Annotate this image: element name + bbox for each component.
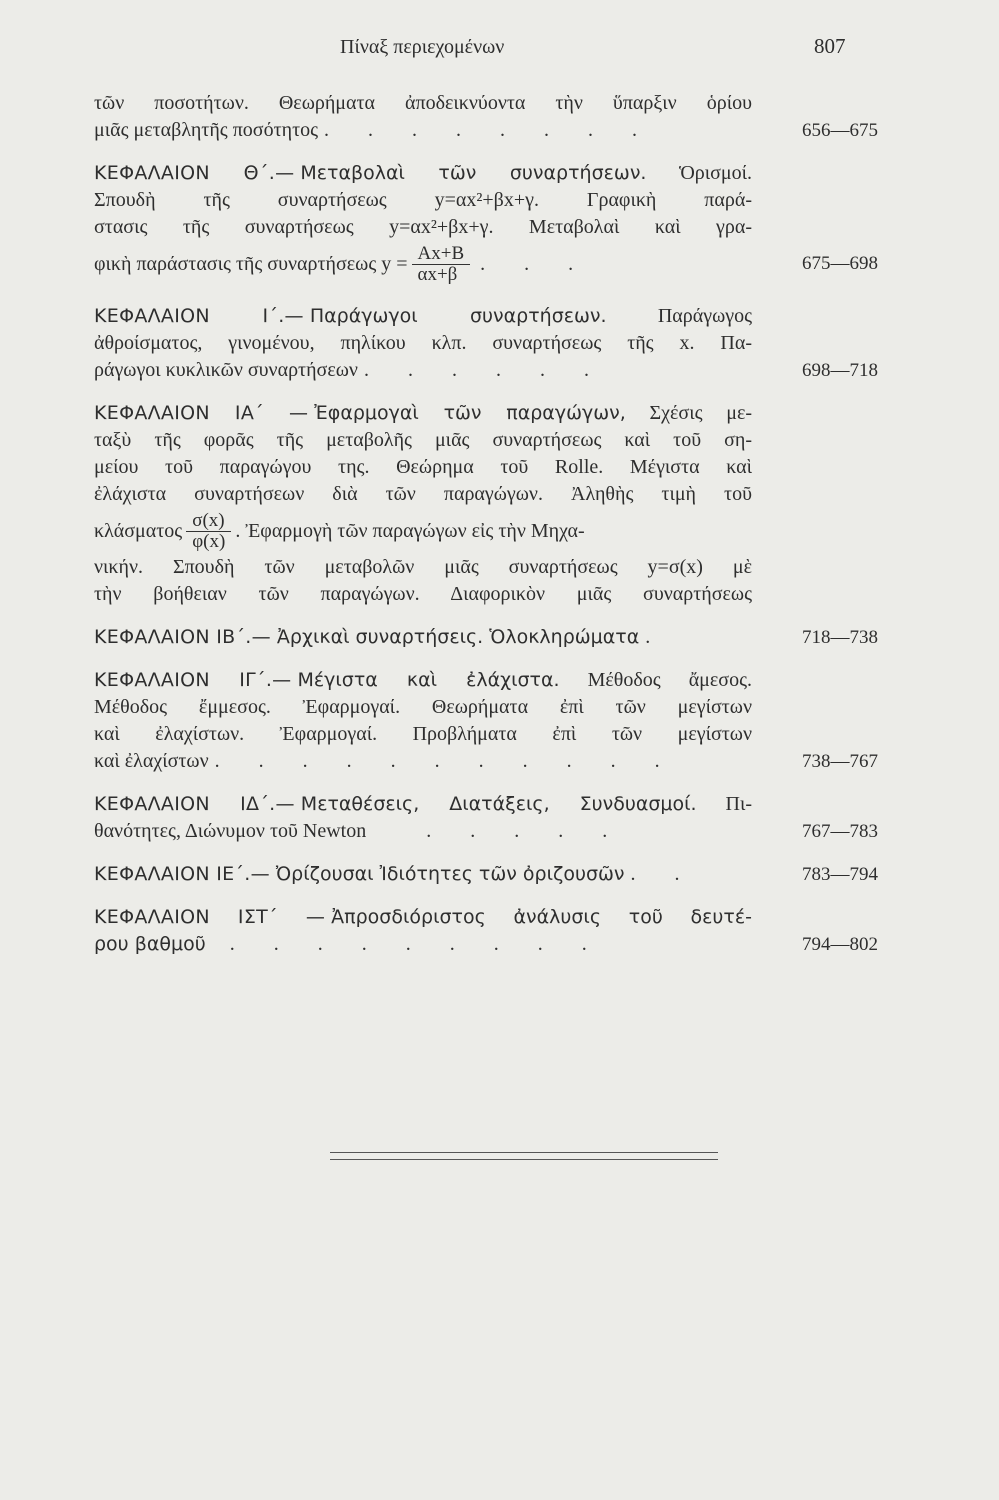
toc-entry-chapter-16 — [94, 904, 878, 958]
chapter-heading: ΚΕΦΑΛΑΙΟΝ ΙΔ΄.— — [94, 793, 295, 815]
toc-entry-continuation — [94, 90, 878, 144]
chapter-heading: ΚΕΦΑΛΑΙΟΝ ΙΓ΄.— — [94, 669, 292, 691]
entry-text-line: τῶν ποσοτήτων. Θεωρήματα ἀποδεικνύοντα τὴν ὕπαρξιν ὁρίου — [94, 92, 752, 114]
toc-entry-chapter-15 — [94, 861, 878, 888]
chapter-title: Ἀρχικαὶ συναρτήσεις. Ὁλοκληρώματα — [276, 626, 640, 648]
page-range: 675—698 — [802, 253, 878, 274]
entry-text-line — [94, 303, 752, 330]
dot-leader: . — [645, 626, 668, 648]
entry-text-line: ἀθροίσματος, γινομένου, πηλίκου κλπ. συναρτήσεως τῆς x. Πα- — [94, 332, 752, 354]
chapter-heading: ΚΕΦΑΛΑΙΟΝ ΙΕ΄.— — [94, 863, 270, 885]
entry-text-line — [94, 160, 752, 187]
chapter-title: Ἐφαρμογαὶ τῶν παραγώγων, — [314, 402, 626, 424]
entry-text-line — [94, 791, 752, 818]
entry-text: θανότητες, Διώνυμον τοῦ Newton — [94, 820, 367, 842]
fraction — [412, 244, 471, 285]
running-title: Πίναξ περιεχομένων — [340, 36, 505, 58]
dot-leader: . . . — [480, 252, 591, 275]
entry-text-line: τὴν βοήθειαν τῶν παραγώγων. Διαφορικὸν μιᾶς συναρτήσεως — [94, 583, 752, 605]
chapter-heading: ΚΕΦΑΛΑΙΟΝ ΙΒ΄.— — [94, 626, 271, 648]
table-of-contents — [94, 90, 878, 974]
toc-entry-chapter-9 — [94, 160, 878, 287]
page-number: 807 — [814, 34, 846, 58]
chapter-title: Μεταβολαὶ τῶν συναρτήσεων. — [300, 162, 647, 184]
entry-text-line: στασις τῆς συναρτήσεως y=αx²+βx+γ. Μεταβολαὶ καὶ γρα- — [94, 216, 752, 238]
dot-leader: . . . . . . . . . — [229, 933, 604, 955]
dot-leader: . . . . . . — [363, 359, 606, 381]
entry-text: Σχέσις με- — [649, 402, 753, 424]
entry-text-line — [94, 624, 752, 651]
entry-text-line: καὶ ἐλαχίστων. Ἐφαρμογαί. Προβλήματα ἐπὶ τῶν μεγίστων — [94, 723, 752, 745]
fraction-numerator: Ax+B — [412, 244, 471, 265]
entry-text: Μέθοδος ἄμεσος. — [587, 669, 752, 691]
entry-text: ράγωγοι κυκλικῶν συναρτήσεων — [94, 359, 358, 381]
page-range: 738—767 — [802, 751, 878, 772]
dot-leader: . . . . . . . . — [324, 119, 655, 141]
entry-text-line — [94, 904, 752, 931]
chapter-title: Παράγωγοι συναρτήσεων. — [309, 305, 607, 327]
toc-entry-chapter-11 — [94, 400, 878, 608]
entry-text-line: ταξὺ τῆς φορᾶς τῆς μεταβολῆς μιᾶς συναρτήσεως καὶ τοῦ ση- — [94, 429, 752, 451]
entry-text: ρου βαθμοῦ — [94, 933, 206, 955]
page-range: 794—802 — [802, 934, 878, 955]
entry-text-line — [94, 748, 752, 775]
fraction-numerator: σ(x) — [186, 511, 231, 532]
entry-text-line: ἐλάχιστα συναρτήσεων διὰ τῶν παραγώγων. Ἀληθὴς τιμὴ τοῦ — [94, 483, 752, 505]
end-rule-bottom — [330, 1159, 718, 1160]
formula-line — [94, 508, 752, 554]
end-rule-top — [330, 1152, 718, 1153]
formula-suffix: . Ἐφαρμογὴ τῶν παραγώγων εἰς τὴν Μηχα- — [235, 519, 585, 542]
page-range: 656—675 — [802, 120, 878, 141]
page-range: 783—794 — [802, 864, 878, 885]
chapter-heading: ΚΕΦΑΛΑΙΟΝ ΙΣΤ΄ — — [94, 906, 326, 928]
fraction — [186, 511, 231, 552]
entry-text-line: Σπουδὴ τῆς συναρτήσεως y=αx²+βx+γ. Γραφικὴ παρά- — [94, 189, 752, 211]
toc-entry-chapter-12 — [94, 624, 878, 651]
fraction-denominator: φ(x) — [192, 530, 226, 552]
entry-text-line: νικήν. Σπουδὴ τῶν μεταβολῶν μιᾶς συναρτήσεως y=σ(x) μὲ — [94, 556, 752, 578]
chapter-heading: ΚΕΦΑΛΑΙΟΝ Ι΄.— — [94, 305, 304, 327]
entry-text-line — [94, 667, 752, 694]
toc-entry-chapter-10 — [94, 303, 878, 384]
entry-text: Ὁρισμοί. — [678, 162, 753, 184]
entry-text-line: Μέθοδος ἔμμεσος. Ἐφαρμογαί. Θεωρήματα ἐπὶ τῶν μεγίστων — [94, 696, 752, 718]
page-range: 718—738 — [802, 627, 878, 648]
chapter-title: Μεταθέσεις, Διατάξεις, Συνδυασμοί. — [300, 793, 697, 815]
fraction-denominator: αx+β — [417, 263, 458, 285]
page-range: 767—783 — [802, 821, 878, 842]
entry-text-line — [94, 400, 752, 427]
dot-leader: . . . . . . . . . . . — [214, 750, 677, 772]
chapter-title: Μέγιστα καὶ ἐλάχιστα. — [297, 669, 560, 691]
chapter-title: Ἀπροσδιόριστος ἀνάλυσις τοῦ δευτέ- — [331, 906, 752, 928]
entry-text-line — [94, 818, 752, 845]
formula-line — [94, 241, 752, 287]
chapter-heading: ΚΕΦΑΛΑΙΟΝ Θ΄.— — [94, 162, 295, 184]
entry-text: Παράγωγος — [657, 305, 752, 327]
entry-text-line — [94, 931, 752, 958]
formula-prefix: κλάσματος — [94, 519, 183, 542]
dot-leader: . . . . . — [426, 820, 625, 842]
entry-text-line — [94, 357, 752, 384]
page-range: 698—718 — [802, 360, 878, 381]
toc-entry-chapter-14 — [94, 791, 878, 845]
chapter-heading: ΚΕΦΑΛΑΙΟΝ ΙΑ΄ — — [94, 402, 309, 424]
toc-entry-chapter-13 — [94, 667, 878, 775]
entry-text-line — [94, 861, 752, 888]
entry-text: μιᾶς μεταβλητῆς ποσότητος — [94, 119, 319, 141]
entry-text: καὶ ἐλαχίστων — [94, 750, 209, 772]
chapter-title: Ὀρίζουσαι Ἰδιότητες τῶν ὀριζουσῶν — [275, 863, 625, 885]
entry-text: Πι- — [725, 793, 752, 815]
entry-text-line — [94, 117, 752, 144]
dot-leader: . . — [630, 863, 697, 885]
formula-prefix: φικὴ παράστασις τῆς συναρτήσεως y = — [94, 252, 408, 275]
entry-text-line: μείου τοῦ παραγώγου της. Θεώρημα τοῦ Rolle. Μέγιστα καὶ — [94, 456, 752, 478]
